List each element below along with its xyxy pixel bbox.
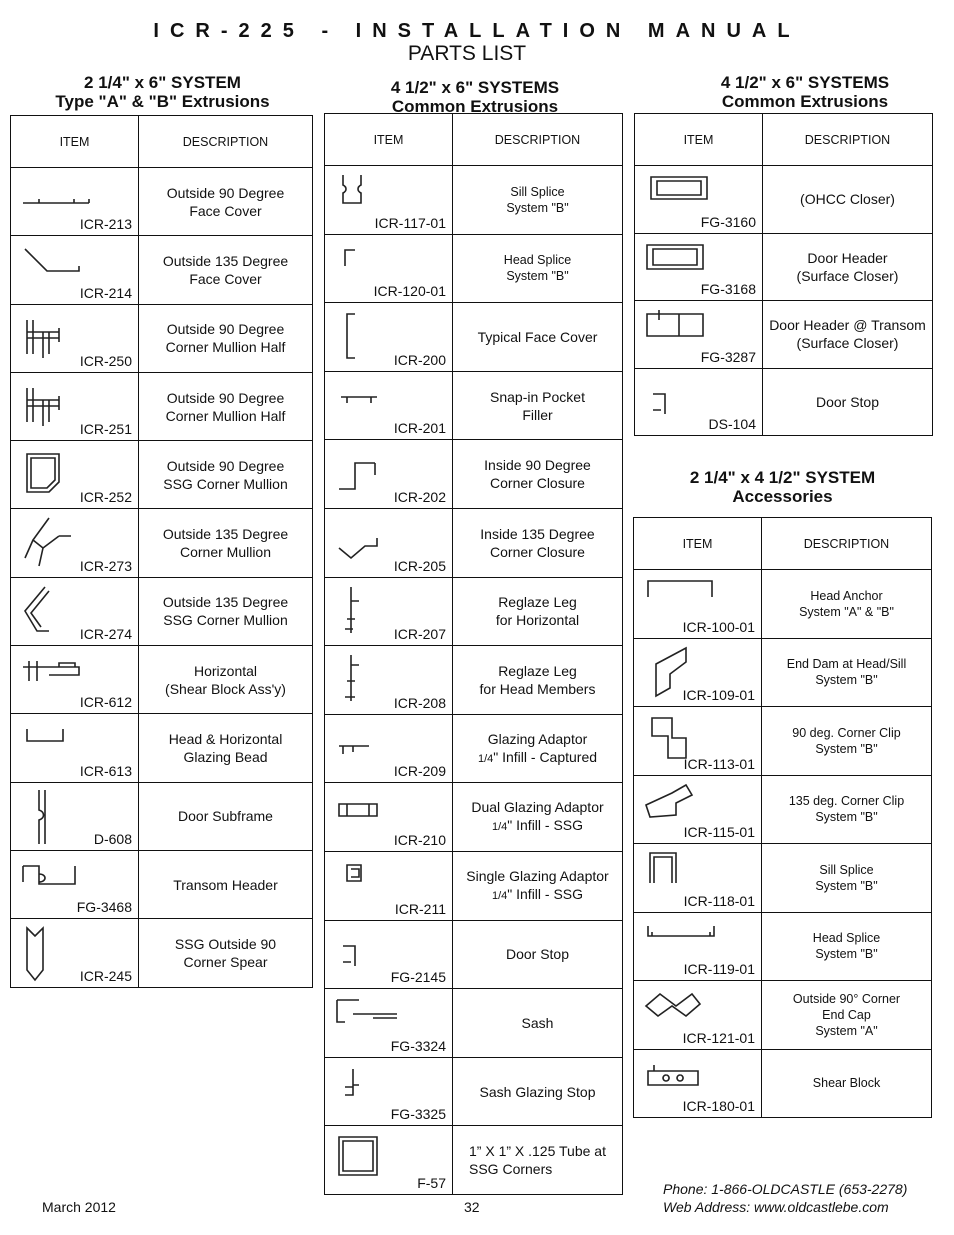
item-cell bbox=[325, 851, 453, 920]
page-number: 32 bbox=[464, 1199, 480, 1215]
description-line: Horizontal bbox=[193, 662, 258, 679]
table-row bbox=[325, 508, 623, 577]
part-number: ICR-119-01 bbox=[683, 961, 755, 977]
description-cell bbox=[139, 919, 313, 987]
section-heading-line1: 2 1/4" x 4 1/2" SYSTEM bbox=[689, 468, 876, 487]
table-row bbox=[634, 912, 932, 981]
table-row bbox=[635, 301, 933, 369]
table-row bbox=[325, 1126, 623, 1195]
manual-title: ICR-225 - INSTALLATION MANUAL bbox=[153, 20, 801, 42]
part-number: ICR-118-01 bbox=[683, 892, 755, 909]
column-header-description: DESCRIPTION bbox=[762, 518, 932, 570]
description-line: Shear Block bbox=[812, 1076, 881, 1091]
description-line: End Cap bbox=[822, 1007, 871, 1022]
description-line: Corner Closure bbox=[490, 543, 585, 560]
description-line: Outside 90 Degree bbox=[166, 321, 285, 338]
description-cell bbox=[762, 638, 932, 707]
description-cell bbox=[453, 1126, 623, 1195]
part-number: ICR-274 bbox=[79, 626, 132, 643]
item-cell bbox=[11, 577, 139, 645]
table-row bbox=[325, 577, 623, 646]
description-line: for Head Members bbox=[479, 680, 596, 697]
item-cell bbox=[634, 912, 762, 981]
description-line: 135 deg. Corner Clip bbox=[788, 794, 905, 809]
item-cell bbox=[634, 707, 762, 776]
description-cell bbox=[762, 775, 932, 844]
description-cell bbox=[453, 1057, 623, 1126]
description-line: System "B" bbox=[815, 878, 878, 893]
item-cell bbox=[11, 236, 139, 304]
description-line: 1” X 1” X .125 Tube at bbox=[469, 1143, 606, 1160]
fraction: 1/4 bbox=[491, 821, 508, 834]
section-heading-line1: 2 1/4" x 6" SYSTEM bbox=[84, 73, 241, 92]
description-cell bbox=[453, 783, 623, 852]
description-line: Inside 135 Degree bbox=[480, 525, 595, 542]
part-number: ICR-273 bbox=[79, 557, 132, 574]
description-cell bbox=[139, 714, 313, 782]
description-cell bbox=[453, 989, 623, 1058]
table-row bbox=[11, 372, 313, 440]
description-line: System "B" bbox=[815, 741, 878, 756]
column-header-item: ITEM bbox=[635, 114, 763, 166]
item-cell bbox=[11, 168, 139, 236]
description-cell bbox=[453, 303, 623, 372]
description-line: (Surface Closer) bbox=[796, 267, 899, 284]
table-header-row bbox=[325, 114, 623, 166]
part-number: ICR-211 bbox=[394, 900, 446, 917]
table-row bbox=[325, 989, 623, 1058]
part-number: ICR-120-01 bbox=[373, 283, 446, 300]
description-line: Door Header @ Transom bbox=[769, 317, 926, 334]
description-line: Outside 135 Degree bbox=[162, 252, 289, 269]
description-line: Face Cover bbox=[189, 202, 262, 219]
table-row bbox=[11, 850, 313, 918]
description-line: Sash bbox=[521, 1014, 554, 1031]
item-cell bbox=[634, 638, 762, 707]
description-cell bbox=[762, 570, 932, 639]
footer-date: March 2012 bbox=[42, 1199, 116, 1215]
page-subtitle: PARTS LIST bbox=[407, 42, 527, 65]
description-cell bbox=[763, 368, 933, 436]
description-cell bbox=[453, 440, 623, 509]
column-header-description: DESCRIPTION bbox=[763, 114, 933, 166]
item-cell bbox=[11, 850, 139, 918]
part-number: ICR-205 bbox=[393, 557, 446, 574]
item-cell bbox=[634, 1049, 762, 1118]
table-row bbox=[635, 233, 933, 301]
description-line: System "A" & "B" bbox=[799, 604, 894, 619]
part-number: D-608 bbox=[93, 830, 132, 847]
part-number: ICR-113-01 bbox=[683, 755, 755, 772]
part-number: ICR-201 bbox=[393, 420, 446, 437]
table-row bbox=[634, 981, 932, 1050]
part-number: ICR-245 bbox=[79, 967, 132, 984]
table-row bbox=[11, 441, 313, 509]
description-line: Door Stop bbox=[505, 946, 570, 963]
table-row bbox=[634, 844, 932, 913]
table-row bbox=[325, 920, 623, 989]
table-row bbox=[11, 304, 313, 372]
item-cell bbox=[325, 166, 453, 235]
description-line: System "B" bbox=[506, 269, 569, 284]
part-number: ICR-252 bbox=[79, 489, 132, 506]
description-text: " Infill - SSG bbox=[507, 817, 584, 834]
description-cell bbox=[762, 844, 932, 913]
part-number: ICR-207 bbox=[393, 626, 446, 643]
description-cell bbox=[762, 981, 932, 1050]
part-number: FG-3160 bbox=[700, 213, 756, 230]
item-cell bbox=[325, 989, 453, 1058]
description-line: Outside 90° Corner bbox=[792, 991, 901, 1006]
description-line: Corner Mullion Half bbox=[165, 339, 286, 356]
description-line: Snap-in Pocket bbox=[490, 388, 585, 405]
web-address: Web Address: www.oldcastlebe.com bbox=[663, 1199, 889, 1215]
description-line: Head & Horizontal bbox=[168, 731, 283, 748]
table-row bbox=[325, 303, 623, 372]
part-number: ICR-251 bbox=[79, 421, 132, 438]
square-tube-profile-icon bbox=[333, 1131, 413, 1189]
description-line bbox=[453, 816, 622, 836]
section-heading-col3 bbox=[680, 73, 930, 111]
table-row bbox=[634, 1049, 932, 1118]
table-row bbox=[11, 577, 313, 645]
description-line: Corner Spear bbox=[183, 953, 268, 970]
part-number: FG-3287 bbox=[700, 348, 756, 365]
description-cell bbox=[453, 920, 623, 989]
description-line: Single Glazing Adaptor bbox=[466, 867, 609, 884]
description-cell bbox=[763, 233, 933, 301]
item-cell bbox=[11, 919, 139, 987]
item-cell bbox=[635, 368, 763, 436]
item-cell bbox=[325, 920, 453, 989]
table-header-row bbox=[634, 518, 932, 570]
item-cell bbox=[325, 646, 453, 715]
contact-info bbox=[663, 1180, 907, 1216]
description-cell bbox=[762, 1049, 932, 1118]
table-row bbox=[634, 570, 932, 639]
column-header-item: ITEM bbox=[325, 114, 453, 166]
description-line: SSG Corner Mullion bbox=[163, 475, 288, 492]
part-number: ICR-250 bbox=[79, 352, 132, 369]
item-cell bbox=[325, 371, 453, 440]
description-cell bbox=[139, 304, 313, 372]
table-row bbox=[325, 371, 623, 440]
description-line: System "B" bbox=[815, 810, 878, 825]
description-line: Door Subframe bbox=[178, 808, 273, 825]
part-number: ICR-121-01 bbox=[682, 1029, 755, 1046]
description-line: (Surface Closer) bbox=[796, 335, 899, 352]
table-row bbox=[634, 707, 932, 776]
section-heading-line2: Common Extrusions bbox=[391, 97, 559, 116]
description-line: 90 deg. Corner Clip bbox=[792, 725, 901, 740]
description-line: System "B" bbox=[815, 673, 878, 688]
section-heading-line2: Accessories bbox=[732, 487, 833, 506]
part-number: DS-104 bbox=[708, 416, 756, 432]
part-number: FG-3468 bbox=[76, 899, 132, 916]
description-line: Head Anchor bbox=[810, 588, 883, 603]
section-heading-line2: Common Extrusions bbox=[721, 92, 889, 111]
part-number: ICR-202 bbox=[393, 488, 446, 505]
fraction: 1/4 bbox=[491, 889, 508, 902]
table-row bbox=[635, 368, 933, 436]
description-line: Sill Splice bbox=[510, 184, 565, 199]
item-cell bbox=[11, 372, 139, 440]
table-row bbox=[11, 714, 313, 782]
part-number: ICR-180-01 bbox=[682, 1098, 755, 1114]
part-number: FG-2145 bbox=[390, 969, 446, 986]
part-number: ICR-117-01 bbox=[374, 214, 446, 231]
table-row bbox=[325, 234, 623, 303]
item-cell bbox=[11, 509, 139, 577]
description-cell bbox=[139, 509, 313, 577]
description-line: Head Splice bbox=[812, 931, 881, 946]
table-header-row bbox=[635, 114, 933, 166]
description-line: Head Splice bbox=[503, 253, 572, 268]
description-line: Transom Header bbox=[173, 876, 278, 893]
table-row bbox=[11, 919, 313, 987]
description-line: Typical Face Cover bbox=[477, 328, 598, 345]
description-cell bbox=[453, 166, 623, 235]
item-cell bbox=[635, 301, 763, 369]
description-line: SSG Corners bbox=[469, 1161, 553, 1178]
description-line: System "B" bbox=[506, 200, 569, 215]
part-number: ICR-612 bbox=[79, 694, 132, 711]
parts-table-4-1-2x6-common-left bbox=[324, 113, 623, 1195]
table-row bbox=[634, 775, 932, 844]
parts-table-accessories bbox=[633, 517, 932, 1118]
item-cell bbox=[11, 304, 139, 372]
section-heading-col4 bbox=[650, 468, 915, 506]
parts-table-4-1-2x6-common-right bbox=[634, 113, 933, 436]
description-line bbox=[453, 748, 622, 768]
description-line: SSG Corner Mullion bbox=[163, 612, 288, 629]
table-row bbox=[325, 783, 623, 852]
item-cell bbox=[634, 570, 762, 639]
description-line: Filler bbox=[522, 406, 553, 423]
description-cell bbox=[453, 371, 623, 440]
description-cell bbox=[453, 234, 623, 303]
table-row bbox=[325, 851, 623, 920]
part-number: ICR-208 bbox=[393, 694, 446, 711]
item-cell bbox=[325, 508, 453, 577]
description-text: " Infill - Captured bbox=[493, 748, 598, 765]
item-cell bbox=[634, 775, 762, 844]
table-row bbox=[325, 166, 623, 235]
table-row bbox=[325, 440, 623, 509]
description-cell bbox=[139, 577, 313, 645]
part-number: FG-3324 bbox=[390, 1037, 446, 1054]
description-text: " Infill - SSG bbox=[507, 885, 584, 902]
description-cell bbox=[453, 851, 623, 920]
description-cell bbox=[139, 782, 313, 850]
table-row bbox=[11, 168, 313, 236]
table-row bbox=[635, 166, 933, 234]
door-subframe-profile-icon bbox=[19, 788, 99, 846]
item-cell bbox=[325, 783, 453, 852]
description-line: Outside 90 Degree bbox=[166, 389, 285, 406]
description-line bbox=[453, 885, 622, 905]
item-cell bbox=[325, 1126, 453, 1195]
description-line: Dual Glazing Adaptor bbox=[471, 799, 604, 816]
table-row bbox=[634, 638, 932, 707]
description-line: SSG Outside 90 bbox=[174, 935, 277, 952]
part-number: ICR-109-01 bbox=[682, 687, 755, 703]
section-heading-col1 bbox=[30, 73, 295, 111]
item-cell bbox=[635, 233, 763, 301]
section-heading-line2: Type "A" & "B" Extrusions bbox=[55, 92, 270, 111]
description-line: Reglaze Leg bbox=[498, 594, 577, 611]
part-number: ICR-613 bbox=[79, 762, 132, 779]
description-cell bbox=[139, 850, 313, 918]
table-row bbox=[11, 236, 313, 304]
description-cell bbox=[139, 168, 313, 236]
description-cell bbox=[139, 236, 313, 304]
part-number: FG-3325 bbox=[390, 1106, 446, 1123]
description-cell bbox=[453, 646, 623, 715]
item-cell bbox=[634, 981, 762, 1050]
description-line: System "A" bbox=[815, 1023, 878, 1038]
table-row bbox=[325, 714, 623, 783]
description-cell bbox=[139, 646, 313, 714]
description-line: Inside 90 Degree bbox=[484, 457, 591, 474]
description-line: Door Stop bbox=[815, 393, 880, 410]
description-line: Corner Mullion bbox=[179, 544, 272, 561]
table-row bbox=[11, 646, 313, 714]
fraction: 1/4 bbox=[477, 752, 494, 765]
section-heading-line1: 4 1/2" x 6" SYSTEMS bbox=[390, 78, 560, 97]
description-line: End Dam at Head/Sill bbox=[786, 657, 907, 672]
item-cell bbox=[325, 1057, 453, 1126]
description-cell bbox=[762, 912, 932, 981]
description-cell bbox=[453, 577, 623, 646]
part-number: ICR-213 bbox=[79, 216, 132, 233]
column-header-description: DESCRIPTION bbox=[139, 116, 313, 168]
part-number: ICR-200 bbox=[393, 351, 446, 368]
part-number: FG-3168 bbox=[700, 281, 756, 297]
column-header-description: DESCRIPTION bbox=[453, 114, 623, 166]
description-line: for Horizontal bbox=[495, 612, 580, 629]
item-cell bbox=[11, 646, 139, 714]
description-line: Outside 90 Degree bbox=[166, 457, 285, 474]
table-row bbox=[11, 782, 313, 850]
description-line: Sill Splice bbox=[819, 862, 874, 877]
item-cell bbox=[325, 234, 453, 303]
item-cell bbox=[11, 782, 139, 850]
item-cell bbox=[635, 166, 763, 234]
description-line: (Shear Block Ass'y) bbox=[165, 680, 286, 697]
item-cell bbox=[11, 441, 139, 509]
description-cell bbox=[453, 714, 623, 783]
description-line: Glazing Bead bbox=[183, 749, 268, 766]
part-number: ICR-209 bbox=[393, 763, 446, 780]
item-cell bbox=[11, 714, 139, 782]
item-cell bbox=[325, 303, 453, 372]
section-heading-line1: 4 1/2" x 6" SYSTEMS bbox=[720, 73, 890, 92]
description-line: Glazing Adaptor bbox=[487, 730, 588, 747]
description-line: Outside 90 Degree bbox=[166, 184, 285, 201]
part-number: ICR-214 bbox=[79, 284, 132, 301]
description-line: Outside 135 Degree bbox=[162, 594, 289, 611]
table-row bbox=[325, 646, 623, 715]
table-row bbox=[325, 1057, 623, 1126]
part-number: ICR-115-01 bbox=[683, 824, 755, 840]
item-cell bbox=[325, 577, 453, 646]
part-number: F-57 bbox=[417, 1174, 446, 1191]
item-cell bbox=[634, 844, 762, 913]
column-header-item: ITEM bbox=[634, 518, 762, 570]
description-cell bbox=[762, 707, 932, 776]
description-line: Reglaze Leg bbox=[498, 662, 577, 679]
description-line: Door Header bbox=[807, 249, 888, 266]
description-cell bbox=[139, 372, 313, 440]
item-cell bbox=[325, 714, 453, 783]
description-line: (OHCC Closer) bbox=[800, 191, 895, 208]
description-cell bbox=[763, 166, 933, 234]
description-cell bbox=[453, 508, 623, 577]
section-heading-col2 bbox=[330, 78, 620, 116]
description-line: Corner Closure bbox=[490, 475, 585, 492]
description-line: Outside 135 Degree bbox=[162, 526, 289, 543]
description-line: Face Cover bbox=[189, 270, 262, 287]
item-cell bbox=[325, 440, 453, 509]
description-line: System "B" bbox=[815, 947, 878, 962]
description-line: Sash Glazing Stop bbox=[479, 1083, 596, 1100]
part-number: ICR-100-01 bbox=[682, 618, 755, 635]
parts-table-2-1-4x6-extrusions bbox=[10, 115, 313, 988]
phone-number: Phone: 1-866-OLDCASTLE (653-2278) bbox=[663, 1181, 908, 1197]
table-header-row bbox=[11, 116, 313, 168]
description-cell bbox=[139, 441, 313, 509]
part-number: ICR-210 bbox=[393, 831, 446, 848]
description-line: Corner Mullion Half bbox=[165, 407, 286, 424]
column-header-item: ITEM bbox=[11, 116, 139, 168]
table-row bbox=[11, 509, 313, 577]
description-cell bbox=[763, 301, 933, 369]
